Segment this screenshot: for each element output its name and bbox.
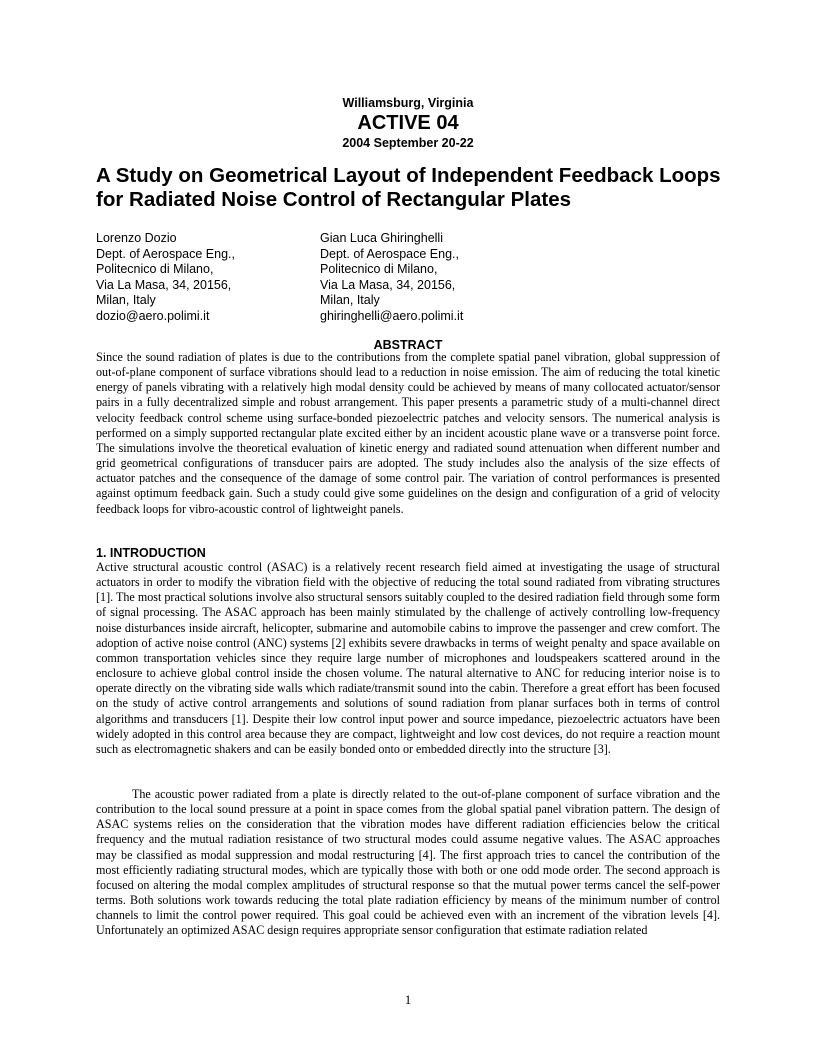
- author-city: Milan, Italy: [96, 293, 156, 307]
- author-dept: Dept. of Aerospace Eng.,: [96, 246, 235, 261]
- author-city: Milan, Italy: [320, 293, 380, 307]
- paper-title: A Study on Geometrical Layout of Independent Feedback Loops for Radiated Noise Control of Rectangular Plates: [96, 164, 721, 211]
- author-email: ghiringhelli@aero.polimi.it: [320, 308, 464, 323]
- author-block-1: [96, 231, 235, 324]
- author-email: dozio@aero.polimi.it: [96, 308, 210, 323]
- section-heading-introduction: 1. INTRODUCTION: [96, 546, 206, 560]
- author-address: Via La Masa, 34, 20156,: [320, 277, 456, 292]
- abstract-heading: ABSTRACT: [373, 338, 443, 352]
- abstract-text: Since the sound radiation of plates is due to the contributions from the complete spatial panel vibration, global suppression of out-of-plane component of surface vibrations should lead to a reduction in noise emission. The aim of reducing the total kinetic energy of panels vibrating with a relatively high modal density could be achieved by means of many collocated actuator/sensor pairs in a fully decentralized simple and robust arrangement. This paper presents a parametric study of a multi-channel direct velocity feedback control scheme using surface-bonded piezoelectric patches and velocity sensors. The numerical analysis is performed on a simply supported rectangular plate excited either by an incident acoustic plane wave or a transverse point force. The simulations involve the theoretical evaluation of kinetic energy and radiated sound attenuation when different number and grid geometrical configurations of transducer pairs are adopted. The study includes also the analysis of the size effects of actuator patches and the consequence of the damage of some control pair. The variation of control performances is presented against optimum feedback gain. Such a study could give some guidelines on the design and configuration of a grid of velocity feedback loops for vibro-acoustic control of lightweight panels.: [96, 350, 720, 516]
- author-block-2: [320, 231, 463, 324]
- author-address: Via La Masa, 34, 20156,: [96, 277, 232, 292]
- author-institution: Politecnico di Milano,: [320, 262, 438, 276]
- intro-paragraph-1: Active structural acoustic control (ASAC) is a relatively recent research field aimed at investigating the usage of structural actuators in order to modify the vibration field with the objective of reducing the total sound radiated from vibrating structures [1]. The most practical solutions involve also structural sensors suitably coupled to the desired radiation field through some form of signal processing. The ASAC approach has been mainly stimulated by the challenge of actively controlling low-frequency noise disturbances inside aircraft, helicopter, submarine and automobile cabins to improve the passenger and crew comfort. The adoption of active noise control (ANC) systems [2] exhibits severe drawbacks in terms of weight penalty and space available on common transportation vehicles since they require large number of microphones and loudspeakers scattered around in the enclosure to achieve global control inside the chosen volume. The natural alternative to ANC for reducing interior noise is to operate directly on the vibrating side walls which radiate/transmit sound into the cabin. Therefore a great effort has been focused on the study of active control arrangements and solutions of sound radiation from planar surfaces both in terms of control algorithms and transducers [1]. Despite their low control input power and source impedance, piezoelectric actuators have been widely adopted in this control area because they are compact, lightweight and low cost devices, do not require a reaction mount such as electromagnetic shakers and can be easily bonded onto or embedded directly into the structure [3].: [96, 560, 720, 756]
- author-name: Gian Luca Ghiringhelli: [320, 231, 443, 245]
- page-number: 1: [404, 993, 412, 1007]
- conference-venue: Williamsburg, Virginia: [342, 96, 474, 110]
- author-dept: Dept. of Aerospace Eng.,: [320, 246, 459, 261]
- conference-name: ACTIVE 04: [357, 112, 459, 134]
- author-name: Lorenzo Dozio: [96, 231, 177, 245]
- intro-paragraph-2: The acoustic power radiated from a plate is directly related to the out-of-plane component of surface vibration and the contribution to the local sound pressure at a point in space comes from the global spatial panel vibration pattern. The design of ASAC systems relies on the consideration that the vibration modes have different radiation efficiencies below the critical frequency and the mutual radiation resistance of two structural modes could assume negative values. The ASAC approaches may be classified as modal suppression and modal restructuring [4]. The first approach tries to cancel the contribution of the most efficiently radiating structural modes, which are typically those with both or one odd mode order. The second approach is focused on altering the modal complex amplitudes of structural response so that the mutual power terms cancel the self-power terms. Both solutions work towards reducing the total plate radiation efficiency by means of the minimum number of control channels to limit the control power required. This goal could be achieved even with an increment of the vibration levels [4]. Unfortunately an optimized ASAC design requires appropriate sensor configuration that estimate radiation related: [96, 787, 720, 938]
- author-institution: Politecnico di Milano,: [96, 262, 214, 276]
- conference-dates: 2004 September 20-22: [342, 136, 474, 150]
